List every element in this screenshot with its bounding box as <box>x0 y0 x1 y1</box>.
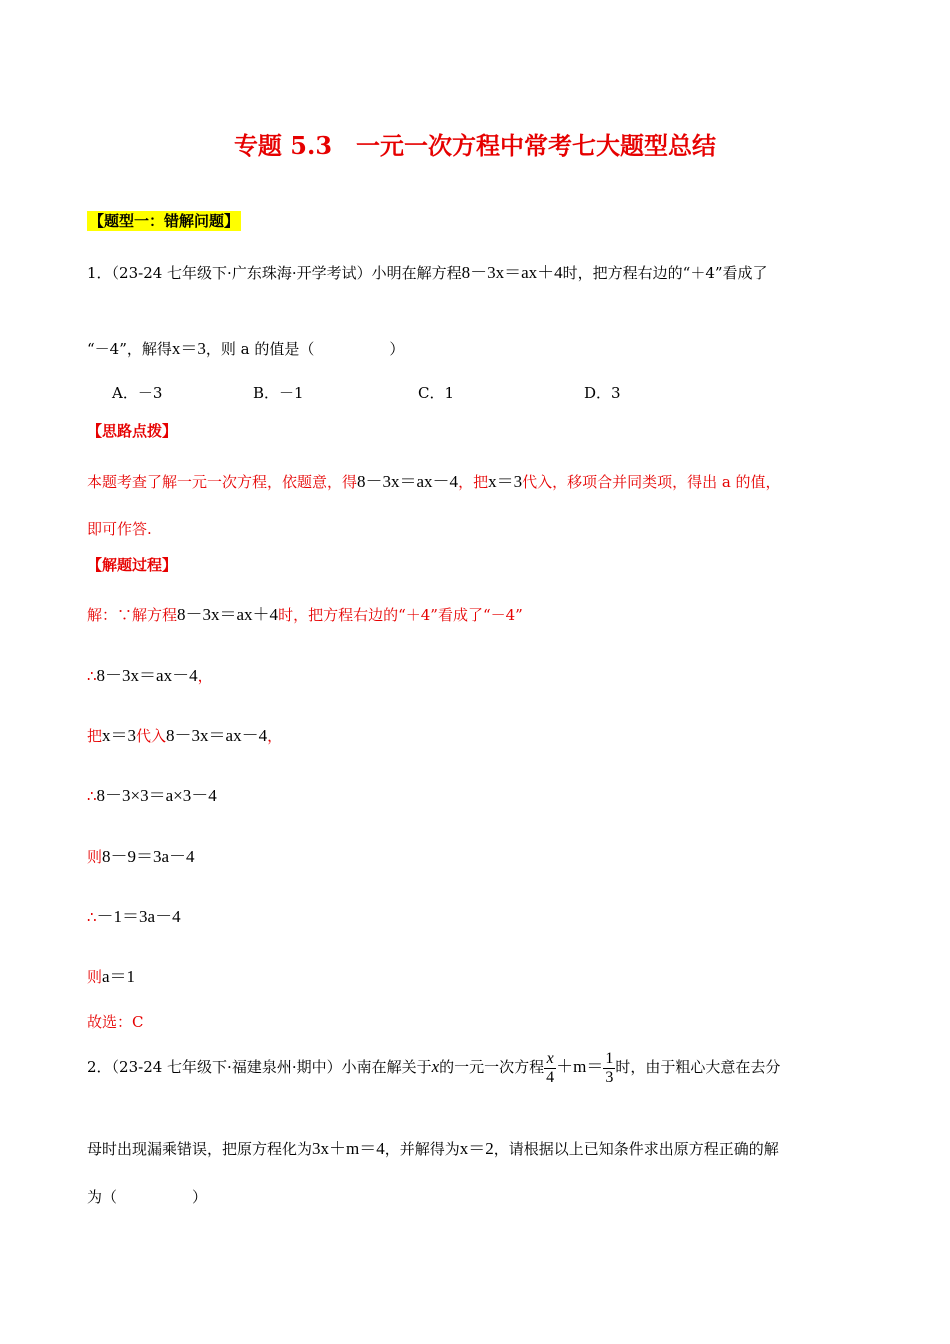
question-1-line-1 <box>87 258 768 283</box>
equation: －1＝3a－4 <box>96 907 181 926</box>
fraction-x-over-4 <box>544 1050 556 1087</box>
step-text: ， <box>267 727 283 745</box>
fraction-numerator: 1 <box>605 1049 614 1067</box>
step-text: ∴ <box>87 787 97 805</box>
answer: 故选：C <box>87 1013 144 1031</box>
hint-line-2: 即可作答. <box>87 520 152 538</box>
hint-line-1 <box>87 467 781 492</box>
hint-text: 本题考查了解一元一次方程，依题意，得 <box>87 473 358 491</box>
step-text: 则 <box>87 848 103 866</box>
equation: 8－3x＝ax－4 <box>357 472 459 491</box>
option-a: A．－3 <box>112 384 163 402</box>
step-4 <box>87 781 217 806</box>
process-label: 【解题过程】 <box>87 556 178 574</box>
section-label: 【题型一：错解问题】 <box>89 212 240 230</box>
step-1 <box>87 600 523 625</box>
fraction-1-over-3 <box>603 1050 615 1087</box>
equation: 8－3x＝ax＋4 <box>461 263 563 282</box>
step-7 <box>87 962 135 987</box>
equation: x＝3 <box>171 339 206 358</box>
question-text: 母时出现漏乘错误，把原方程化为 <box>87 1140 313 1158</box>
equation: 8－3x＝ax－4 <box>166 726 268 745</box>
step-6 <box>87 902 181 927</box>
step-3 <box>87 721 282 746</box>
step-text: 则 <box>87 968 103 986</box>
question-text: 时，由于粗心大意在去分 <box>615 1058 781 1076</box>
fraction-numerator: x <box>544 1050 556 1069</box>
question-text: ，请根据以上已知条件求出原方程正确的解 <box>493 1140 779 1158</box>
equation: x＝3 <box>102 726 137 745</box>
question-2-line-3: 为（ ） <box>87 1188 208 1206</box>
option-d: D．3 <box>584 384 621 402</box>
hint-label: 【思路点拨】 <box>87 422 178 440</box>
equation: x＝2 <box>459 1139 494 1158</box>
fraction-denominator: 3 <box>605 1068 614 1086</box>
question-text: 的一元一次方程 <box>439 1058 545 1076</box>
question-text: ，并解得为 <box>384 1140 460 1158</box>
question-number: 2． <box>87 1058 112 1076</box>
variable: x <box>431 1057 440 1076</box>
question-1-line-2 <box>87 334 404 359</box>
equation: 8－3×3＝a×3－4 <box>96 786 217 805</box>
question-2-line-1 <box>87 1048 780 1087</box>
fraction-denominator: 4 <box>546 1068 555 1086</box>
question-source: （23-24 七年级下·广东珠海·开学考试）小明在解方程 <box>111 264 462 282</box>
question-2-line-2 <box>87 1134 779 1159</box>
page-title: 专题 5.3 一元一次方程中常考七大题型总结 <box>233 131 717 160</box>
question-text: “－4”，解得 <box>87 340 172 358</box>
step-text: 把 <box>87 727 103 745</box>
step-text: ， <box>197 667 213 685</box>
step-2 <box>87 661 213 686</box>
equation: 8－3x＝ax－4 <box>96 666 198 685</box>
hint-text: ，把 <box>458 473 489 491</box>
step-5 <box>87 842 195 867</box>
step-text: ∴ <box>87 667 97 685</box>
question-text: ，则 a 的值是（ ） <box>205 340 405 358</box>
step-text: ∴ <box>87 908 97 926</box>
option-c: C．1 <box>418 384 455 402</box>
step-text: 代入 <box>136 727 167 745</box>
option-b: B．－1 <box>253 384 304 402</box>
equation: 8－9＝3a－4 <box>102 847 195 866</box>
section-heading <box>87 210 241 231</box>
question-number: 1． <box>87 264 112 282</box>
question-text: 时，把方程右边的“＋4”看成了 <box>562 264 768 282</box>
equation: a＝1 <box>102 967 136 986</box>
step-text: 时，把方程右边的“＋4”看成了“－4” <box>278 606 523 624</box>
equation: ＋m＝ <box>556 1057 604 1076</box>
equation: x＝3 <box>488 472 523 491</box>
step-text: 解：∵解方程 <box>87 606 178 624</box>
hint-text: 代入，移项合并同类项，得出 a 的值， <box>522 473 781 491</box>
equation: 8－3x＝ax＋4 <box>177 605 279 624</box>
equation: 3x＋m＝4 <box>312 1139 385 1158</box>
question-text: （23-24 七年级下·福建泉州·期中）小南在解关于 <box>111 1058 432 1076</box>
